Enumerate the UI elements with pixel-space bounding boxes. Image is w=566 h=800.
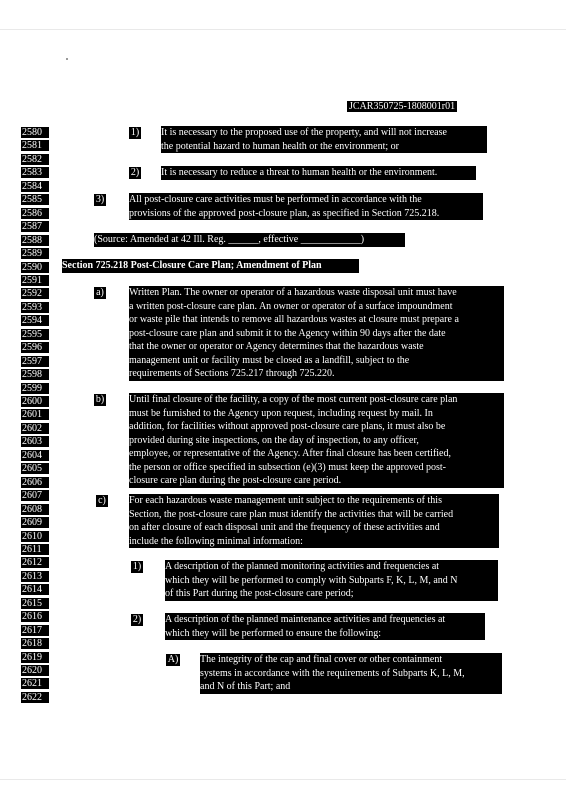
line-number: 2587 (21, 221, 49, 232)
text-line: provided during site inspections, on the day of inspection, to any officer, (129, 434, 419, 446)
text-line: closure care plan during the post-closure care period. (129, 475, 342, 486)
text-line: must be furnished to the Agency upon request, including request by mail. In (129, 407, 433, 419)
text-line: Section 725.218 Post-Closure Care Plan; Amendment of Plan (62, 260, 322, 271)
text-line: the potential hazard to human health or the environment; or (161, 140, 399, 152)
item-c-text (129, 494, 499, 548)
text-line: addition, for facilities without approved post-closure care plans, it must also be (129, 421, 446, 432)
text-line: the person or office specified in subsection (e)(3) must keep the approved post- (129, 461, 446, 473)
line-number: 2601 (21, 409, 49, 420)
line-number: 2602 (21, 423, 49, 434)
text-line: which they will be performed to ensure the following: (165, 627, 382, 639)
text-line: a written post-closure care plan. An owner or operator of a surface impoundment (129, 300, 453, 312)
item-b-text (129, 393, 504, 488)
item-label-b2: 2) (130, 167, 140, 178)
line-number: 2591 (21, 275, 49, 286)
text-line: include the following minimal information: (129, 535, 303, 547)
text-line: management unit or facility must be closed as a landfill, subject to the (129, 354, 410, 366)
line-number: 2596 (21, 342, 49, 353)
item-b1-text (161, 126, 487, 153)
line-number: 2607 (21, 490, 49, 501)
speck-mark (66, 58, 68, 60)
line-number: 2584 (21, 181, 49, 192)
line-number: 2580 (21, 127, 49, 138)
line-number: 2595 (21, 329, 49, 340)
line-number: 2582 (21, 154, 49, 165)
line-number: 2622 (21, 692, 49, 703)
document-reference-header: JCAR350725-1808001r01 (349, 101, 456, 112)
text-line: employee, or representative of the Agency. After final closure has been certified, (129, 448, 451, 459)
item-label-c2: 2) (132, 614, 142, 625)
text-line: (Source: Amended at 42 Ill. Reg. ______, effective ____________) (94, 234, 365, 245)
source-note (94, 233, 405, 247)
text-line: The integrity of the cap and final cover or other containment (200, 654, 443, 665)
line-number: 2598 (21, 369, 49, 380)
text-line: requirements of Sections 725.217 through 725.220. (129, 368, 335, 379)
line-number: 2583 (21, 167, 49, 178)
line-number: 2619 (21, 652, 49, 663)
line-number: 2594 (21, 315, 49, 326)
line-number: 2597 (21, 356, 49, 367)
line-number: 2621 (21, 678, 49, 689)
line-number: 2620 (21, 665, 49, 676)
line-number: 2585 (21, 194, 49, 205)
text-line: that the owner or operator or Agency determines that the hazardous waste (129, 341, 424, 352)
line-number: 2588 (21, 235, 49, 246)
item-c2-text (165, 613, 485, 640)
page-top-edge (0, 29, 566, 30)
section-title (62, 259, 359, 273)
line-number: 2608 (21, 504, 49, 515)
text-line: It is necessary to reduce a threat to human health or the environment. (161, 167, 438, 178)
line-number: 2615 (21, 598, 49, 609)
line-number: 2618 (21, 638, 49, 649)
line-number: 2590 (21, 262, 49, 273)
item-label-b1: 1) (130, 127, 140, 138)
text-line: on after closure of each disposal unit and the frequency of these activities and (129, 522, 440, 533)
text-line: post-closure care plan and submit it to the Agency within 90 days after the date (129, 327, 446, 339)
line-number: 2604 (21, 450, 49, 461)
item-label-b: b) (95, 394, 105, 405)
text-line: A description of the planned monitoring activities and frequencies at (165, 561, 440, 572)
item-b2-text (161, 166, 476, 180)
item-label-cA: A) (167, 654, 179, 665)
line-number: 2613 (21, 571, 49, 582)
line-number: 2603 (21, 436, 49, 447)
text-line: It is necessary to the proposed use of the property, and will not increase (161, 127, 447, 138)
line-number: 2599 (21, 383, 49, 394)
text-line: Section, the post-closure care plan must identify the activities that will be carried (129, 508, 454, 520)
line-number: 2605 (21, 463, 49, 474)
text-line: systems in accordance with the requirements of Subparts K, L, M, (200, 667, 465, 679)
line-number: 2616 (21, 611, 49, 622)
line-number: 2611 (21, 544, 49, 555)
text-line: Until final closure of the facility, a copy of the most current post-closure care plan (129, 394, 458, 405)
text-line: provisions of the approved post-closure plan, as specified in Section 725.218. (129, 207, 440, 219)
line-number: 2586 (21, 208, 49, 219)
item-cA-text (200, 653, 502, 694)
text-line: which they will be performed to comply with Subparts F, K, L, M, and N (165, 574, 458, 586)
line-number: 2589 (21, 248, 49, 259)
item-b3-text (129, 193, 483, 220)
item-label-a: a) (94, 287, 106, 299)
line-number: 2593 (21, 302, 49, 313)
line-number: 2610 (21, 531, 49, 542)
line-number: 2600 (21, 396, 49, 407)
page-bottom-edge (0, 779, 566, 780)
item-label-c1: 1) (132, 561, 142, 572)
line-number: 2581 (21, 140, 49, 151)
item-label-c: c) (96, 495, 108, 507)
line-number: 2612 (21, 557, 49, 568)
text-line: of this Part during the post-closure care period; (165, 588, 354, 599)
line-number: 2592 (21, 288, 49, 299)
text-line: Written Plan. The owner or operator of a hazardous waste disposal unit must have (129, 287, 457, 298)
text-line: All post-closure care activities must be performed in accordance with the (129, 194, 422, 205)
text-line: For each hazardous waste management unit subject to the requirements of this (129, 495, 442, 506)
line-number: 2617 (21, 625, 49, 636)
item-a-text (129, 286, 504, 381)
text-line: or waste pile that intends to remove all hazardous wastes at closure must prepare a (129, 314, 459, 325)
text-line: and N of this Part; and (200, 681, 291, 692)
line-number: 2606 (21, 477, 49, 488)
line-number: 2609 (21, 517, 49, 528)
item-c1-text (165, 560, 498, 601)
line-number: 2614 (21, 584, 49, 595)
item-label-b3: 3) (95, 194, 105, 205)
text-line: A description of the planned maintenance activities and frequencies at (165, 614, 446, 625)
